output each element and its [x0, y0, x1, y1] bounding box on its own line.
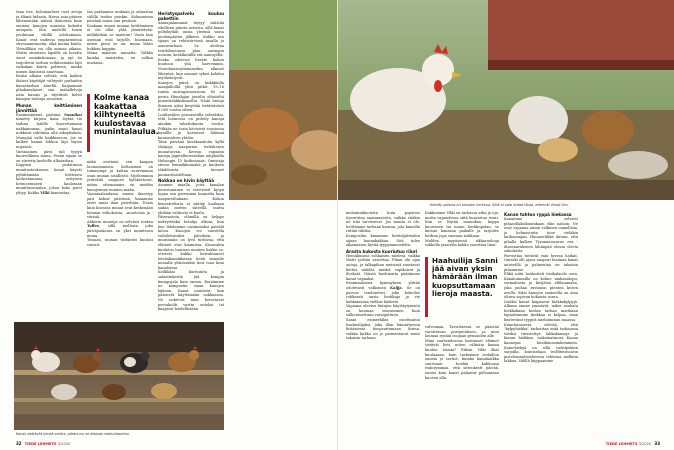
left-col3-p6: Asunme maalla, jotta kanalan perustaminen ei tarvitsisit kysyä lupaa sen paremmin kunnalta kuin naapureiltakaan. Kukon kenostrelisrta ei säätäy kuukaan sadan metrin säteellä, mutta yhdään valitusta ei kuulu. — [158, 183, 224, 215]
right-col3-p5: Kiinnhuoaiseta selviää, että "kylpyhiekka" tarkoittaa mitä tarkaansa tiiviksi tiivistettyä lakkakansoja ja kissan hiekkan, vaikeinatinosa Kanaa kannepia hissilämsaimkemmein. Kainohiekyä on sillä vadelpekien sarjoilla, kuntiselaan teolfiteiseasein pistelemmitiiseheessa tehtassa melkein lukkua. Välillä kiippaamme — [504, 322, 578, 364]
left-photo-caption: Kanat viettävät ylmää orrella, pärduunu ne ottavat maksullaaniinn. — [16, 432, 131, 436]
right-column-2 — [425, 211, 499, 253]
right-col2-p1: Kukkomme Vilki on tarhassa arka ja ujo, mutta vapaudessa siitä kuoriutuu riiuri. Kun se löytää muonikau, koppa kuorinsen tai muun herkkupalan, se kutsuu kanansa paikalle ja tarjoilee herkun jopa suoraan nokkaan. — [425, 211, 499, 238]
pull-quote-kolme-kanaa — [87, 93, 159, 156]
left-col3-p5: Tänä päivänä kesäkanaloita kyllä täänjoja naapurien tivitaloisen munaturvan. Kerran vapaaiin kanoja jagerelkeronislain näiphuilla Helsingin 15 lintkonasas. Omistaja siivosi lemmikkiomakä ja kuoksen tähdötoista kenssit paunavilaisteltaan. — [158, 140, 224, 177]
left-col3-p4: Luultavijlen pensasesilla isderäiksi, että luomessa on pidetty kanoja ainakin tuhattukunta vuotta. Pitkään ne tosin hävisivät suosiossa banillle ja kortatvat lähinnä kuraisudeen yhtiön. — [158, 112, 224, 140]
left-page-number: 32 — [16, 441, 22, 446]
subheading-munan-keittaminen: Munan keittäminen jännittää — [16, 102, 82, 113]
subheading-nokkaa: Nokkaa on hivin käyttää — [158, 178, 214, 184]
right-column-3 — [504, 211, 578, 433]
left-col2-p6: Ahkerin muneija on selvästi ruskea Toffee, sillä mellerin joka päiväjoukossa on yksi munitsuva muna. — [87, 219, 153, 238]
left-col1-p4: Varsinainen pävä tuli tyytyä kuoreellinen muna. Pesän sijaan se on siirtetty keskelle ulkotarhaa. — [16, 149, 82, 163]
hen-closeup-photo-left-part — [229, 0, 337, 200]
right-col1-p4: Ensimmäisenä kymmyksen ylittää odotetusti valkoinen Kaljja. Se on parvon tenduatteri, joka kokeilee rohkeasti uusia herkkuja ja vie kahkamansa vielkus kädestä. — [346, 281, 420, 304]
left-column-2-lower — [87, 160, 153, 318]
left-issue: 3/2020 — [57, 442, 71, 446]
right-column-2-lower — [425, 325, 499, 433]
right-col3-p2: Parvisttaa tietävät vain herran hatkat. Omeski olli ajava naapuri huomaa kanat auirtetllä ja palmentaa ne takaisin pihaamme. — [504, 253, 578, 272]
right-magazine-name: TIEDE LEHMETS — [605, 442, 638, 446]
right-col2-p3: valvonnaa. Tarvittaessa se päästää varoittavan portputuksen, ja muu laumaa ryntää suojaan pensaiden alle. — [425, 325, 499, 339]
left-col2-p3: Muna maistuu munalta. Valkka kuinka maistelen, en valksa nuotaisa, — [87, 51, 153, 65]
right-page — [337, 0, 674, 450]
left-col1-p3: Ensimmäisenä päivänä Sannikai nimetty kirjava kana löytää tie tarhan laitille kuorettomaan nahkamunan, jonka muut kanat nokkivat rahtiinsa alta aikayksikön. Munajää valle kaikkisuvon, jos se kulkee kanan lohkon läpi täysin nopeasti. — [16, 112, 82, 150]
left-col2-p5: Vaaiamalaudassa munia ilmestyy pari kolme päivässä, kanamme eivät muni ihan päivittäin. Toisin kuin kuvassa munat ovat keskenään hieman erikokoisia, –muotoisia ja -värisiä. — [87, 192, 153, 220]
left-col1-p2: Kesän alkana selviää, että kaiken ikäiset käyttäjät viihtyvät parhaiten kanaotarhan äärellä. Kaijaamme pihakanalaiset son mahallehoja näin kaunis ja täyttävät kelvit kanojen touhuja seuraten. — [16, 74, 82, 102]
left-col1-intro: taan itse, koloniaaliset ovat aivoja ja älämä hidasta. Harva asia pääsee lähenemään näissä ihanoissa kuin ominen kanojen munista kokattu autopala. Sitä mielellä toisin joudutaan välillä odottamaan. Kanat ovat uudessa ympäristössä stressaantuneita, eikä munia kuulu. Yleisöllikin voi olla munaa aikaan. Mutta stuarisen lapsille on luvattu omat ominkokonaan, ja nyt he tarjoilevat tarhan verkkosinään lajit vuikukan kiireä poltteen, minkä nimen ihmisissä annetaan. — [16, 10, 82, 74]
right-col1-p3: Heinäkuussa rohkaisen mieleni, vaikka Matti yrittää varoittaa. Pihan ohi ajaa autoja, ja talkapihan metsissä raastavat kettut, näädät, minkit, supikoirat ja ilveksät. Näistä huolimatta päätämme kanat vapaaksi. — [346, 253, 420, 281]
pull-quote-accent-bar — [87, 94, 90, 152]
left-col2-p2: Koskaan ennen munan keittäminen ei ole ollut yhtä jännittävää: miltäköhän se maistuu? Vasta kun asetaan ensi tarjolle, huomaan, miten pieni se on: muna lähes hukkuu kuppiin. — [87, 23, 153, 51]
left-col3-p3: Kanojen päivä on kukkkiulla maapalloilla yhtä pitkä: 15–16 tuntia auringonnousuun. Se on perua Himalajan juurilta elänöeltä punaviidakkokanoilta. Näiiä lintuja ihmisen aikoi kesyttää tietättävästi 8 000 vuotta sitten. — [158, 80, 224, 113]
right-col1-p2: Kompostiin kanamme keittiöjätteiden sijaan kanankakkaa. Sitä tulee aikamoisen hyvää tyyppiannostelta. — [346, 233, 420, 248]
right-photo-caption: Kotetty paruna on kanojen herkkua. Siitä ei saisi antaa liikaa, ettenvät ihmat liho. — [430, 203, 569, 207]
left-col2-p7: Tosiaan, munan värikerät kuulosi vaisuit. — [87, 238, 153, 247]
left-column-2 — [87, 10, 153, 90]
left-column-1 — [16, 10, 82, 318]
left-magazine-name: TIEDE LEHMETS — [24, 442, 57, 446]
right-col1-p1: melonninkuorista kuin popsivat itysrettina anatamatoita, vaikka sitäkin ne toki tarvitsevat. Jos muuta ei ole, heittämme tarhaan kaurua, jota kanoilla riittää tiileksi. — [346, 211, 420, 234]
pull-quote-text-right: Haahuilija Sanni jää aivan yksin hämärään ilman kuopsuttamaan lieroja maasta. — [432, 256, 498, 298]
left-col3-p7: Päinvastoin, elämillä on helppo mikrytetäkä botalija ulkoin, kun ime lähdemme uusimmaksi päivälä kotoa. Kanojen voi suostella vaihdettavaksi päiviksin, ja muutamiin on lyvä tuttiivaa, että eläimet ovat kaumissa. Kasavahta kuulatus tuuruen munien lisäksi se, etteivät kukko kuivahtanoet leivänkannikkansa heitä munalle muualla yhtiössäkin tiesi toua kuin kanaloissa. — [158, 215, 224, 270]
right-page-number: 33 — [654, 441, 660, 446]
right-col3-p1: Kanamme selvästi pihasellaksikuninkaan elän nahoin. Ne ovat vapaana aimin valkinen oamellisia, ja helmastutta tuoe vieläkin kuthaiempia. Hinuaeriikkä datum, että pihalla kulkee Tyranmosaurus rex -dinosaurukseen lähimpää elossa olevia sukulaista. — [504, 217, 578, 254]
left-col2-p4: mikä erottaisi sen kaupan luomumunista. Keltaisinen on tummempi ja kattaa suuremman osan munan sisällöstä. Myöhemmin yrätväitä naapurit kyläkertovat, miten ottomamme on meidän kanojemme munien maku. — [87, 160, 153, 192]
right-col3-p3: Elikä niitä houkutteli tiisikalaeile sora. Kanaluimmilla on kolme mahaanlopu, sormahasta ja kivijätsä ellihaamaha, joka jauhaa ravinnon pienten kivien avulla. Siksi kanojen saatavilla on aina oltava sopivan kokoista soraa. — [504, 272, 578, 300]
pull-quote-text: Kolme kanaa kaakattaa kiihtyneeltä kuulostavaa munintalaulua. — [94, 93, 159, 137]
right-col3-p4: Lisäksi kanat kaipaavat hiekkakylpyjä. Alkuun emme ymmärrä, mikei vanhata hiekkakaan kostan tarhan marikaan lapioittamme tiiekkaa ei kelpaa, vaan keatevämt ryypeä mieluummin maassa. — [504, 299, 578, 323]
hen-photo-left-illustration — [229, 0, 337, 200]
hen-closeup-illustration — [338, 0, 674, 200]
right-col2-p4: Minä vanhenduessa kaivuuset eläimet tietävät heti, miten välinäin kanan kuuluu toimia? Edisin Vilki ilhat kuulaaaan, kuin tarkemme seduillon omista je tavtiot, kuinka kanahaukka suurtaaut heidän kukkonsa esiinrymmaa, että sittenkestt päivää, ennen kuin kanat palaavat pilloomaan kuoeen alla. — [425, 338, 499, 380]
subheading-arasta-kukosta: Arasta kukosta kuoriutuu riiuri — [346, 248, 418, 254]
right-col1-p6: Sanni esimerkiksi osoittautuu haaheulijaksi, joka illan hämärtyessä liittäsiessä kuopsuttamaan kirma, vaikka kukko on jo paimentanut muut takaisin tarhaan. — [346, 318, 420, 341]
left-column-3 — [158, 10, 224, 318]
left-col3-p2: Koska odotessi heräte kukon huutoon yhä harvemmin. Vuorokausirytmimmekin alkavat lähentyä, kun asmuut sykeä kohden myöhemtyvät. — [158, 57, 224, 81]
left-col3-p1: Aamupalamunat täytyy säästää edellisen päivän satoista, sillä kanat poltekytkät uusia yleensä vasta puolenpäivän jälkeen. Kukko sen sijaan on rehtivärvissä tasalla jo aamuvarhain. Se aloittaa terittihuutonsa plan auringon nousua, keskikesällä siis aamuyöllä. — [158, 21, 224, 58]
pull-quote-accent-bar-right — [425, 257, 428, 317]
chickens-on-perch-photo — [14, 322, 224, 430]
left-col2-p1: taa parhaansa mukaan ja aitaustaa välillä teekin peiskin. Kolmantena päivänä muna onu pesässä. — [87, 10, 153, 24]
right-footer — [606, 441, 662, 446]
pull-quote-haahuilija — [425, 257, 505, 321]
right-column-1 — [346, 211, 420, 433]
right-col1-p5: Vapaana olevien lintujen käyttäytymistä on kuumaa seuraminen kuin sulkeutuettuun varsiguttuen. — [346, 304, 420, 318]
subheading-kanan-tahtoo: Kanan tahtoo ryppä hiekassa — [504, 212, 572, 217]
right-col2-p2: Mulden myyäsessä rikkaruohoja sokkella jaasteita kukko suorittaa lima- — [425, 238, 499, 248]
left-col1-p5: Kuppien pedatuissa munitusteoksessa kanat käyvät pyhittämään hirttoista kotkottamassa erityisen hermostuneen kaulotaan munittaustaulaa, johon koko parvi yhtyy. Kukko Vilki kannustaa — [16, 163, 82, 195]
right-issue: 3/2020 — [638, 442, 652, 446]
chickens-perch-illustration — [14, 322, 224, 430]
subheading-heristyspalvelu: Heristyspalvelu kuuluu pakettiin — [158, 11, 224, 21]
hen-closeup-photo — [338, 0, 674, 200]
left-col3-p8: Keillikkai kuritatata ja salaatinkeriiä jää kompia kanapojala kuin ennen. Keräämme ne kompostin siaan kanojen lajkoon. Kanat nautiivat, kun pääsevät käyttämään nokkaansa. Ne nokivvat mim kovertavat persakoilti vartta ontoksi tai kaapivat heidellistään — [158, 270, 224, 312]
left-footer — [16, 441, 70, 446]
